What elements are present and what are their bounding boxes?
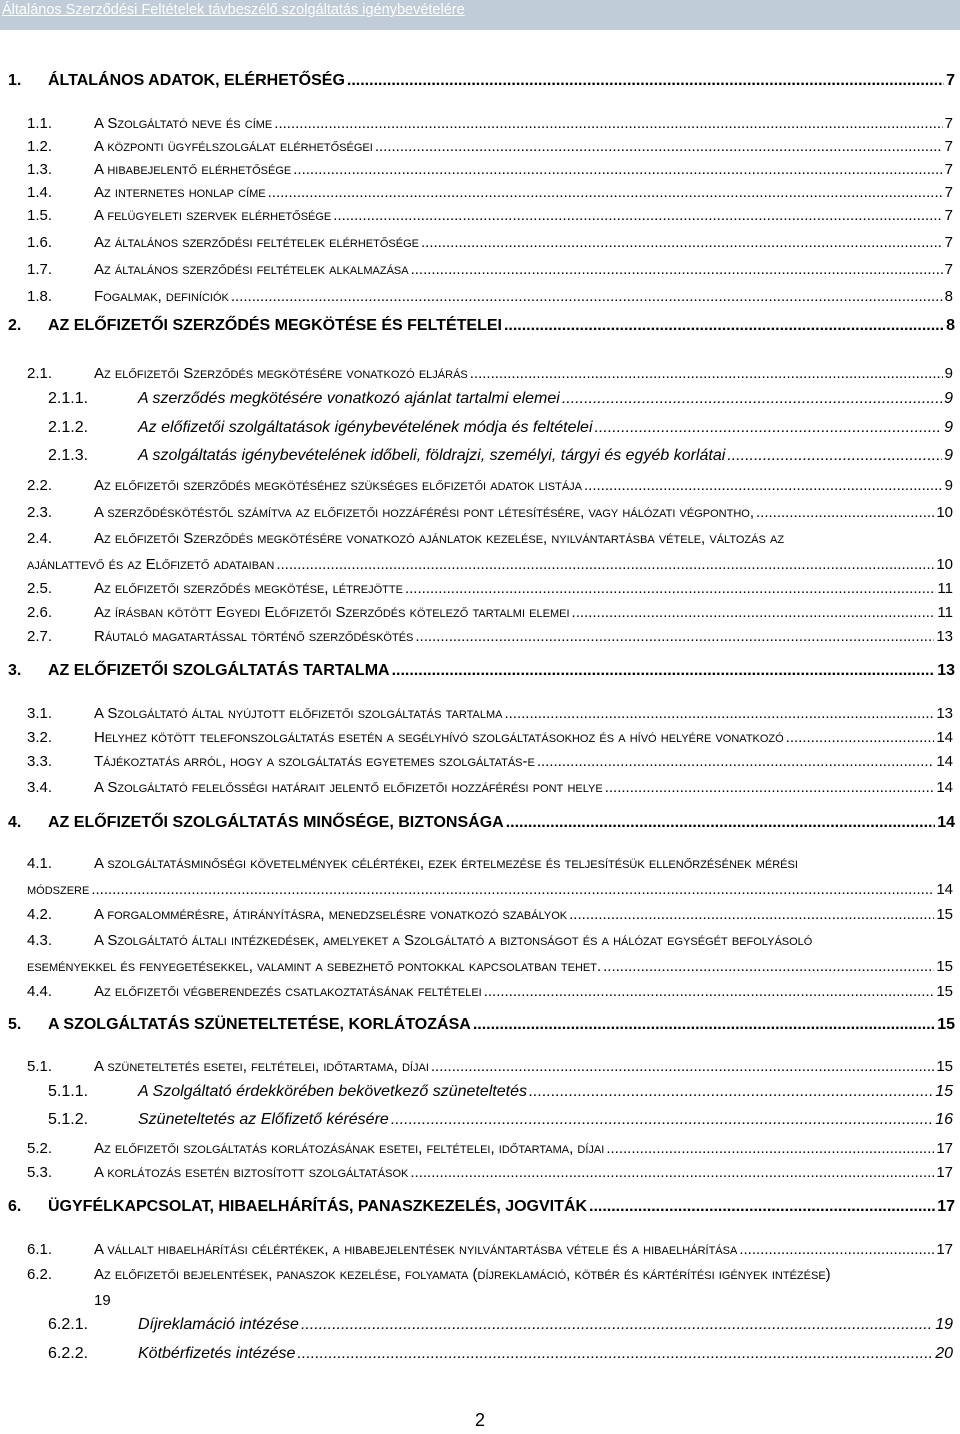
toc-entry-page: 19 [935, 1316, 953, 1333]
toc-leader [504, 317, 944, 335]
toc-entry-title: ÜGYFÉLKAPCSOLAT, HIBAELHÁRÍTÁS, PANASZKEZELÉS, JOGVITÁK [48, 1198, 587, 1215]
toc-entry-3-2[interactable] [0, 729, 960, 751]
toc-leader [421, 234, 943, 251]
toc-entry-page: 9 [944, 390, 953, 407]
toc-leader [410, 1164, 934, 1181]
toc-entry-page: 7 [944, 138, 953, 155]
toc-entry-number: 2.4. [27, 530, 53, 547]
toc-leader [589, 1198, 935, 1216]
toc-entry-number: 1.5. [27, 207, 53, 224]
toc-leader [595, 419, 943, 437]
toc-entry-page: 14 [936, 779, 953, 796]
toc-entry-page: 10 [936, 556, 953, 573]
toc-entry-page: 11 [937, 604, 953, 621]
toc-entry-1-3[interactable] [0, 161, 960, 183]
toc-entry-title: A hibabejelentő elérhetősége [94, 161, 292, 178]
toc-entry-page: 8 [946, 317, 955, 334]
toc-leader [484, 983, 935, 1000]
toc-leader [786, 729, 935, 746]
toc-entry-number: 1.4. [27, 184, 53, 201]
toc-leader [301, 1316, 933, 1334]
toc-entry-number: 2.5. [27, 580, 53, 597]
toc-leader [603, 958, 934, 975]
toc-leader [473, 1016, 935, 1034]
toc-entry-6-2[interactable] [0, 1266, 960, 1316]
toc-entry-2-4[interactable] [0, 530, 960, 582]
toc-leader [268, 184, 943, 201]
toc-entry-number: 6. [8, 1198, 22, 1215]
toc-leader [537, 753, 934, 770]
toc-entry-title: Az előfizetői szolgáltatás korlátozásának esetei, feltételei, időtartama, díjai [94, 1140, 605, 1157]
toc-entry-1-7[interactable] [0, 261, 960, 283]
toc-entry-2-3[interactable] [0, 504, 960, 526]
toc-leader [405, 580, 935, 597]
toc-leader [506, 814, 936, 832]
toc-leader [569, 906, 934, 923]
toc-entry-page: 9 [944, 419, 953, 436]
toc-entry-number: 6.2.1. [48, 1316, 89, 1333]
toc-entry-title: A korlátozás esetén biztosított szolgáltatások [94, 1164, 409, 1181]
toc-entry-title: A Szolgáltató neve és címe [94, 115, 273, 132]
toc-entry-title: AZ ELŐFIZETŐI SZOLGÁLTATÁS MINŐSÉGE, BIZTONSÁGA [48, 814, 504, 831]
toc-entry-title: A központi ügyfélszolgálat elérhetőségei [94, 138, 373, 155]
toc-entry-2-1-3[interactable] [0, 447, 960, 471]
toc-entry-title: Az általános szerződési feltételek elérhetősége [94, 234, 419, 251]
toc-entry-2-6[interactable] [0, 604, 960, 626]
toc-entry-2-5[interactable] [0, 580, 960, 602]
toc-entry-number: 5.1.1. [48, 1083, 89, 1100]
toc-entry-page: 17 [936, 1241, 953, 1258]
toc-entry-page: 14 [936, 753, 953, 770]
toc-entry-1-1[interactable] [0, 115, 960, 137]
toc-entry-title: Az előfizetői végberendezés csatlakoztatásának feltételei [94, 983, 482, 1000]
toc-entry-title: A Szolgáltató érdekkörében bekövetkező szüneteltetés [138, 1083, 527, 1100]
toc-entry-title: Az előfizetői szerződés megkötése, létrejötte [94, 580, 403, 597]
toc-entry-1[interactable] [0, 72, 960, 96]
toc-entry-page: 7 [944, 207, 953, 224]
toc-leader [504, 705, 934, 722]
toc-entry-number: 2.6. [27, 604, 53, 621]
toc-entry-number: 1.6. [27, 234, 53, 251]
toc-entry-number: 2.1.3. [48, 447, 89, 464]
toc-entry-2-2[interactable] [0, 477, 960, 499]
toc-entry-number: 5. [8, 1016, 22, 1033]
toc-entry-page: 17 [937, 1198, 955, 1215]
toc-leader [431, 1058, 934, 1075]
toc-entry-title: Az előfizetői bejelentések, panaszok kezelése, folyamata (díjreklamáció, kötbér és kártérítési igények intézése) [94, 1266, 831, 1283]
toc-entry-page: 11 [937, 580, 953, 597]
toc-entry-number: 2.1.2. [48, 419, 89, 436]
toc-leader [415, 628, 934, 645]
toc-entry-2-1-1[interactable] [0, 390, 960, 414]
toc-entry-page: 7 [944, 115, 953, 132]
toc-entry-3-3[interactable] [0, 753, 960, 775]
toc-entry-page: 7 [944, 234, 953, 251]
toc-entry-page: 16 [935, 1111, 953, 1128]
toc-entry-number: 3. [8, 662, 22, 679]
toc-leader [411, 261, 943, 278]
toc-entry-title: A szerződés megkötésére vonatkozó ajánlat tartalmi elemei [138, 390, 560, 407]
toc-entry-page: 15 [935, 1083, 953, 1100]
toc-entry-title: Kötbérfizetés intézése [138, 1345, 296, 1362]
toc-entry-4-2[interactable] [0, 906, 960, 928]
toc-entry-title: Az előfizetői Szerződés megkötésére vonatkozó eljárás [94, 365, 468, 382]
toc-entry-title: Helyhez kötött telefonszolgáltatás esetén a segélyhívó szolgáltatásokhoz és a hívó helyére vonatkozó [94, 729, 784, 746]
toc-entry-title-line1: A Szolgáltató általi intézkedések, amelyeket a Szolgáltató a biztonságot és a hálózat egységét befolyásoló [94, 932, 813, 949]
toc-entry-number: 1.7. [27, 261, 53, 278]
toc-entry-4-4[interactable] [0, 983, 960, 1005]
toc-leader [606, 1140, 934, 1157]
toc-entry-2-7[interactable] [0, 628, 960, 650]
toc-leader [375, 138, 943, 155]
toc-entry-1-5[interactable] [0, 207, 960, 229]
toc-entry-title: Tájékoztatás arról, hogy a szolgáltatás egyetemes szolgáltatás-e [94, 753, 535, 770]
toc-entry-number: 5.1.2. [48, 1111, 89, 1128]
toc-entry-number: 1. [8, 72, 22, 89]
toc-entry-page: 13 [936, 705, 953, 722]
toc-entry-6-2-2[interactable] [0, 1345, 960, 1369]
toc-leader [333, 207, 942, 224]
toc-leader [584, 477, 943, 494]
toc-entry-5-1-1[interactable] [0, 1083, 960, 1107]
toc-entry-number: 3.4. [27, 779, 53, 796]
toc-leader [347, 72, 944, 90]
toc-entry-number: 2.1. [27, 365, 53, 382]
toc-entry-number: 6.2. [27, 1266, 53, 1283]
toc-entry-3-4[interactable] [0, 779, 960, 801]
toc-leader [470, 365, 943, 382]
toc-entry-page: 10 [936, 504, 953, 521]
toc-entry-6-2-1[interactable] [0, 1316, 960, 1340]
toc-entry-number: 6.2.2. [48, 1345, 89, 1362]
toc-entry-1-8[interactable] [0, 288, 960, 310]
toc-entry-page: 15 [936, 906, 953, 923]
page-number: 2 [474, 1410, 485, 1430]
toc-leader [572, 604, 936, 621]
toc-entry-page: 9 [944, 447, 953, 464]
toc-entry-title: Az előfizetői szolgáltatások igénybevételének módja és feltételei [138, 419, 593, 436]
toc-entry-page: 8 [944, 288, 953, 305]
toc-entry-6-1[interactable] [0, 1241, 960, 1263]
toc-entry-number: 6.1. [27, 1241, 53, 1258]
toc-entry-page: 17 [936, 1140, 953, 1157]
toc-entry-page: 20 [935, 1345, 953, 1362]
toc-entry-title-line1: Az előfizetői Szerződés megkötésére vonatkozó ajánlatok kezelése, nyilvántartásba vétele, változás az [94, 530, 785, 547]
toc-entry-5-1[interactable] [0, 1058, 960, 1080]
toc-entry-number: 1.3. [27, 161, 53, 178]
toc-entry-1-2[interactable] [0, 138, 960, 160]
toc-entry-title: Az általános szerződési feltételek alkalmazása [94, 261, 409, 278]
toc-leader [392, 662, 936, 680]
toc-entry-title: Az internetes honlap címe [94, 184, 266, 201]
toc-entry-title: A Szolgáltató felelősségi határait jelentő előfizetői hozzáférési pont helye [94, 779, 603, 796]
toc-entry-5-1-2[interactable] [0, 1111, 960, 1135]
toc-entry-number: 2.3. [27, 504, 53, 521]
toc-entry-5[interactable] [0, 1016, 960, 1040]
toc-entry-number: 3.1. [27, 705, 53, 722]
toc-entry-page: 15 [936, 958, 953, 975]
toc-leader [91, 881, 934, 898]
toc-entry-4[interactable] [0, 814, 960, 838]
toc-entry-title: AZ ELŐFIZETŐI SZOLGÁLTATÁS TARTALMA [48, 662, 390, 679]
toc-entry-number: 1.1. [27, 115, 53, 132]
toc-entry-title: Fogalmak, definíciók [94, 288, 229, 305]
toc-entry-number: 2.2. [27, 477, 53, 494]
toc-entry-number: 2.1.1. [48, 390, 89, 407]
toc-entry-number: 1.8. [27, 288, 53, 305]
toc-entry-number: 4. [8, 814, 22, 831]
toc-entry-title: A felügyeleti szervek elérhetősége [94, 207, 332, 224]
toc-entry-page: 14 [937, 814, 955, 831]
toc-entry-2-1-2[interactable] [0, 419, 960, 443]
toc-entry-page: 7 [944, 261, 953, 278]
toc-entry-page: 15 [937, 1016, 955, 1033]
toc-leader [562, 390, 942, 408]
toc-entry-page: 13 [937, 662, 955, 679]
toc-entry-page: 7 [944, 184, 953, 201]
toc-entry-title-line2: eseményekkel és fenyegetésekkel, valamint a sebezhető pontokkal kapcsolatban tehet. [27, 958, 602, 975]
toc-entry-title: AZ ELŐFIZETŐI SZERZŐDÉS MEGKÖTÉSE ÉS FELTÉTELEI [48, 317, 502, 334]
toc-entry-title: Ráutaló magatartással történő szerződéskötés [94, 628, 414, 645]
toc-leader [529, 1083, 933, 1101]
toc-entry-number: 4.1. [27, 855, 53, 872]
toc-leader [605, 779, 935, 796]
toc-entry-title-line1: A szolgáltatásminőségi követelmények célértékei, ezek értelmezése és teljesítésük ellenőrzésének mérési [94, 855, 798, 872]
toc-leader [297, 1345, 933, 1363]
toc-entry-number: 1.2. [27, 138, 53, 155]
toc-entry-number: 3.3. [27, 753, 53, 770]
toc-entry-title: Az írásban kötött Egyedi Előfizetői Szerződés kötelező tartalmi elemei [94, 604, 570, 621]
toc-entry-title: A Szolgáltató által nyújtott előfizetői szolgáltatás tartalma [94, 705, 503, 722]
toc-entry-page: 7 [946, 72, 955, 89]
toc-entry-number: 4.2. [27, 906, 53, 923]
toc-entry-2-1[interactable] [0, 365, 960, 387]
toc-entry-title: A vállalt hibaelhárítási célértékek, a hibabejelentések nyilvántartásba vétele és a hibaelhárítása [94, 1241, 738, 1258]
toc-leader [231, 288, 943, 305]
toc-entry-page: 17 [936, 1164, 953, 1181]
toc-entry-5-2[interactable] [0, 1140, 960, 1162]
document-header-title[interactable]: Általános Szerződési Feltételek távbeszélő szolgáltatás igénybevételére [2, 2, 465, 18]
toc-entry-title: A szerződéskötéstől számítva az előfizetői hozzáférési pont létesítésére, vagy hálózati végpontho, [94, 504, 754, 521]
toc-entry-page: 15 [936, 1058, 953, 1075]
toc-entry-title: Az előfizetői szerződés megkötéséhez szükséges előfizetői adatok listája [94, 477, 583, 494]
toc-leader [739, 1241, 934, 1258]
toc-entry-5-3[interactable] [0, 1164, 960, 1186]
toc-entry-page: 14 [936, 729, 953, 746]
toc-leader [756, 504, 934, 521]
toc-entry-6[interactable] [0, 1198, 960, 1222]
toc-entry-number: 5.1. [27, 1058, 53, 1075]
toc-entry-number: 2.7. [27, 628, 53, 645]
toc-entry-title-line2: módszere [27, 881, 90, 898]
toc-entry-title: ÁLTALÁNOS ADATOK, ELÉRHETŐSÉG [48, 72, 345, 89]
toc-entry-number: 5.2. [27, 1140, 53, 1157]
toc-entry-title: A forgalommérésre, átirányításra, menedzselésre vonatkozó szabályok [94, 906, 568, 923]
toc-entry-number: 2. [8, 317, 22, 334]
toc-entry-title: Díjreklamáció intézése [138, 1316, 299, 1333]
toc-entry-2[interactable] [0, 317, 960, 341]
toc-entry-page: 15 [936, 983, 953, 1000]
toc-entry-page: 13 [936, 628, 953, 645]
toc-leader [727, 447, 942, 465]
toc-entry-title: Szüneteltetés az Előfizető kérésére [138, 1111, 389, 1128]
toc-entry-title: A szüneteltetés esetei, feltételei, időtartama, díjai [94, 1058, 429, 1075]
toc-leader [276, 556, 934, 573]
toc-entry-4-3[interactable] [0, 932, 960, 984]
toc-entry-1-4[interactable] [0, 184, 960, 206]
toc-entry-page: 19 [94, 1292, 111, 1309]
toc-entry-number: 5.3. [27, 1164, 53, 1181]
toc-entry-title: A SZOLGÁLTATÁS SZÜNETELTETÉSE, KORLÁTOZÁSA [48, 1016, 471, 1033]
toc-entry-number: 3.2. [27, 729, 53, 746]
toc-entry-page: 14 [936, 881, 953, 898]
toc-entry-title-line2: ajánlattevő és az Előfizető adataiban [27, 556, 275, 573]
toc-entry-title: A szolgáltatás igénybevételének időbeli, földrajzi, személyi, tárgyi és egyéb korlátai [138, 447, 726, 464]
toc-entry-3[interactable] [0, 662, 960, 686]
toc-entry-page: 9 [944, 477, 953, 494]
toc-entry-1-6[interactable] [0, 234, 960, 256]
toc-entry-number: 4.3. [27, 932, 53, 949]
toc-entry-page: 7 [944, 161, 953, 178]
toc-leader [274, 115, 942, 132]
toc-entry-number: 4.4. [27, 983, 53, 1000]
toc-leader [293, 161, 942, 178]
toc-entry-3-1[interactable] [0, 705, 960, 727]
toc-leader [391, 1111, 933, 1129]
toc-entry-page: 9 [944, 365, 953, 382]
toc-entry-4-1[interactable] [0, 855, 960, 907]
